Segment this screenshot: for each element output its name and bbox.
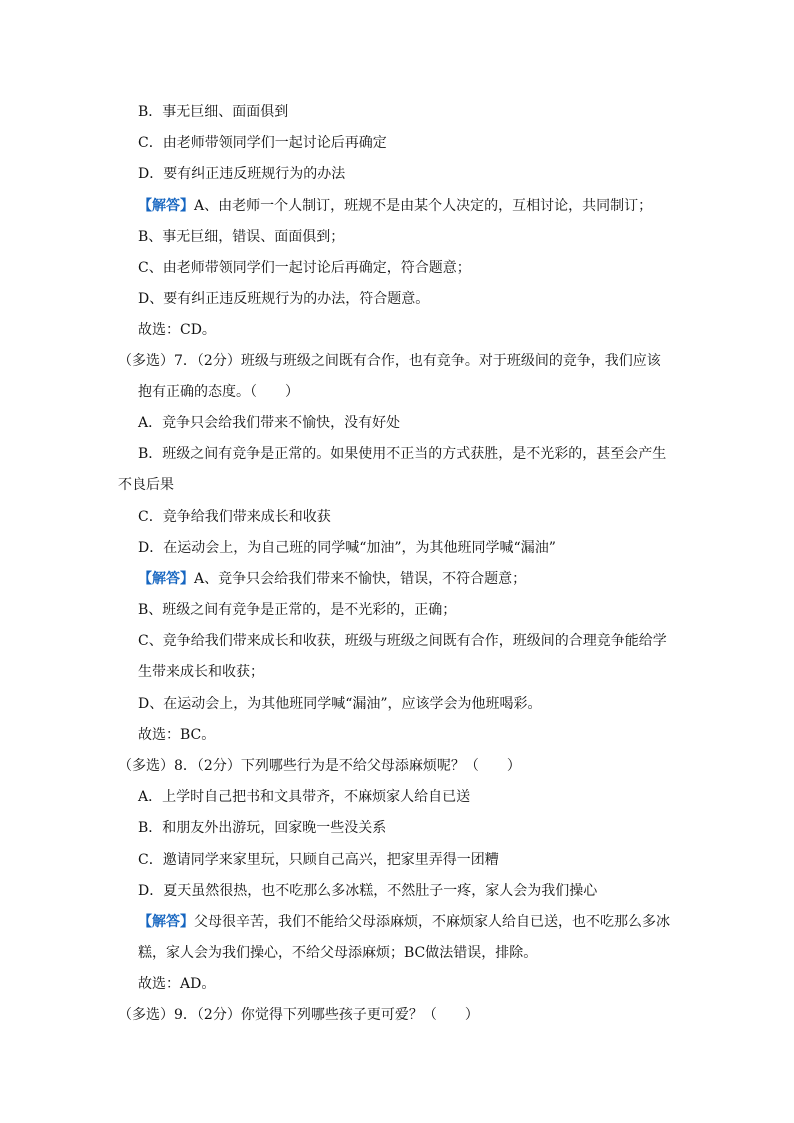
- q7-answer-b: B、班级之间有竞争是正常的，是不光彩的，正确；: [138, 602, 457, 618]
- q6-answer-a: [138, 196, 652, 216]
- q8-option-b: B．和朋友外出游玩，回家晚一些没关系: [138, 820, 387, 836]
- q8-option-c: C．邀请同学来家里玩，只顾自己高兴，把家里弄得一团糟: [138, 852, 499, 868]
- q7-answer-c-line1: C、竞争给我们带来成长和收获，班级与班级之间既有合作，班级间的合理竞争能给学: [138, 633, 667, 649]
- q8-conclusion: 故选：AD。: [138, 976, 216, 992]
- q6-option-c: C．由老师带领同学们一起讨论后再确定: [138, 135, 387, 151]
- q9-stem: （多选）9．（2分）你觉得下列哪些孩子更可爱？（ ）: [118, 1007, 479, 1023]
- answer-tag: 【解答】: [138, 198, 194, 214]
- q6-answer-c: C、由老师带领同学们一起讨论后再确定，符合题意；: [138, 260, 471, 276]
- q7-answer-d: D、在运动会上，为其他班同学喊“漏油”，应该学会为他班喝彩。: [138, 696, 542, 712]
- q6-option-d: D．要有纠正违反班规行为的办法: [138, 166, 346, 182]
- answer-tag: 【解答】: [138, 571, 194, 587]
- q7-option-b-line1: B．班级之间有竞争是正常的。如果使用不正当的方式获胜，是不光彩的，甚至会产生: [138, 446, 667, 462]
- q6-conclusion: 故选：CD。: [138, 322, 216, 338]
- answer-text: A、竞争只会给我们带来不愉快，错误，不符合题意；: [194, 571, 527, 587]
- q8-option-a: A．上学时自己把书和文具带齐，不麻烦家人给自已送: [138, 789, 471, 805]
- q6-answer-d: D、要有纠正违反班规行为的办法，符合题意。: [138, 291, 430, 307]
- q7-option-b-line2: 不良后果: [118, 477, 174, 493]
- q7-answer-a: [138, 569, 526, 589]
- q7-option-d: D．在运动会上，为自己班的同学喊“加油”，为其他班同学喊“漏油”: [138, 540, 556, 556]
- answer-tag: 【解答】: [138, 914, 194, 930]
- q6-option-b: B．事无巨细、面面俱到: [138, 104, 289, 120]
- answer-text: 父母很辛苦，我们不能给父母添麻烦，不麻烦家人给自已送，也不吃那么多冰: [194, 914, 670, 930]
- q8-stem: （多选）8．（2分）下列哪些行为是不给父母添麻烦呢？（ ）: [118, 758, 521, 774]
- q8-answer-line1: [138, 912, 670, 932]
- q7-option-a: A．竞争只会给我们带来不愉快，没有好处: [138, 415, 401, 431]
- q7-stem-line1: （多选）7．（2分）班级与班级之间既有合作，也有竞争。对于班级间的竞争，我们应该: [118, 353, 661, 369]
- q8-answer-line2: 糕，家人会为我们操心，不给父母添麻烦；BC做法错误，排除。: [138, 945, 538, 961]
- q8-option-d: D．夏天虽然很热，也不吃那么多冰糕，不然肚子一疼，家人会为我们操心: [138, 883, 598, 899]
- q7-conclusion: 故选：BC。: [138, 727, 216, 743]
- answer-text: A、由老师一个人制订，班规不是由某个人决定的，互相讨论，共同制订；: [194, 198, 653, 214]
- q7-answer-c-line2: 生带来成长和收获；: [138, 664, 264, 680]
- q7-option-c: C．竞争给我们带来成长和收获: [138, 509, 331, 525]
- q7-stem-line2: 抱有正确的态度。（ ）: [138, 384, 299, 400]
- q6-answer-b: B、事无巨细，错误、面面俱到；: [138, 229, 345, 245]
